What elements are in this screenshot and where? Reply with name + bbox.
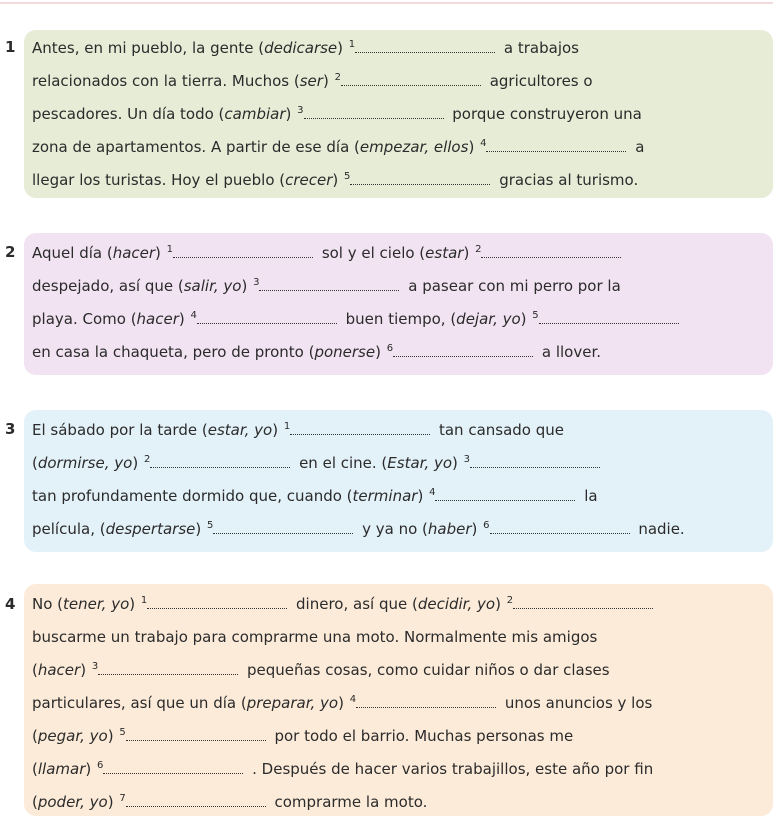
exercise-line [32,414,767,447]
text-segment: No ( [32,595,64,613]
answer-blank[interactable] [304,104,444,119]
exercise-line [32,588,767,621]
text-segment: película, ( [32,520,106,538]
text-segment: ) [129,595,140,613]
text-segment: unos anuncios y los [500,694,653,712]
exercise-line [32,270,767,303]
exercise-line [32,480,767,513]
exercise-line [32,786,767,819]
blank-number: 3 [297,105,304,116]
verb-hint: crecer [285,171,333,189]
text-segment: ) [463,244,475,262]
text-segment: ) [195,520,206,538]
blank-number: 6 [386,343,394,354]
blank-number: 5 [206,520,214,531]
verb-hint: despertarse [105,520,196,538]
text-segment: ( [32,454,38,472]
answer-blank[interactable] [486,137,626,152]
verb-hint: hacer [37,661,81,679]
answer-blank[interactable] [126,726,266,741]
text-segment: Aquel día ( [32,244,113,262]
blank-number: 1 [140,595,148,606]
text-segment: en casa la chaqueta, pero de pronto ( [32,343,315,361]
text-segment: ) [322,72,334,90]
text-segment: buen tiempo, ( [340,310,457,328]
answer-blank[interactable] [150,453,290,468]
answer-blank[interactable] [341,71,481,86]
verb-hint: hacer [112,244,156,262]
exercise-line [32,32,767,65]
exercise-number: 2 [5,243,16,261]
text-segment: Antes, en mi pueblo, la gente ( [32,39,265,57]
answer-blank[interactable] [350,170,490,185]
text-segment: ) [520,310,532,328]
exercise-line [32,164,767,197]
exercise-3 [5,410,773,552]
exercise-line [32,303,767,336]
blank-number: 4 [429,487,436,498]
text-segment: particulares, así que un día ( [32,694,247,712]
text-segment: ( [32,661,38,679]
text-segment: ) [178,310,190,328]
text-segment: ) [241,277,253,295]
answer-blank[interactable] [197,309,337,324]
answer-blank[interactable] [435,486,575,501]
exercise-line [32,621,767,654]
text-segment: pescadores. Un día todo ( [32,105,225,123]
answer-blank[interactable] [490,519,630,534]
blank-number: 2 [475,244,482,255]
exercise-line [32,131,767,164]
verb-hint: dejar, yo [456,310,521,328]
verb-hint: Estar, yo [387,454,453,472]
blank-number: 2 [143,454,151,465]
answer-blank[interactable] [290,420,430,435]
text-segment: por todo el barrio. Muchas personas me [269,727,574,745]
answer-blank[interactable] [539,309,679,324]
blank-number: 5 [344,171,351,182]
verb-hint: estar [425,244,464,262]
blank-number: 7 [119,793,126,804]
answer-blank[interactable] [513,594,653,609]
text-segment: ) [155,244,166,262]
exercise-text [32,30,767,197]
answer-blank[interactable] [147,594,287,609]
text-segment: El sábado por la tarde ( [32,421,208,439]
verb-hint: ponerse [314,343,376,361]
text-segment: ) [272,421,283,439]
blank-number: 3 [91,661,99,672]
verb-hint: decidir, yo [417,595,496,613]
blank-number: 5 [119,727,126,738]
text-segment: ) [495,595,506,613]
answer-blank[interactable] [103,759,243,774]
text-segment: ) [337,39,348,57]
text-segment: tan cansado que [434,421,565,439]
text-segment: pequeñas cosas, como cuidar niños o dar clases [242,661,610,679]
text-segment: ) [107,793,119,811]
verb-hint: llamar [37,760,86,778]
text-segment: despejado, así que ( [32,277,184,295]
blank-number: 1 [166,244,174,255]
verb-hint: tener, yo [63,595,130,613]
text-segment: en el cine. ( [294,454,388,472]
text-segment: ) [452,454,463,472]
verb-hint: cambiar [224,105,286,123]
answer-blank[interactable] [98,660,238,675]
text-segment: ) [471,520,483,538]
verb-hint: pegar, yo [37,727,108,745]
text-segment: ) [375,343,386,361]
text-segment: ( [32,760,38,778]
verb-hint: salir, yo [183,277,242,295]
text-segment: porque construyeron una [447,105,642,123]
blank-number: 3 [253,277,260,288]
text-segment: ) [417,487,429,505]
text-segment: ( [32,793,38,811]
text-segment: gracias al turismo. [494,171,639,189]
answer-blank[interactable] [213,519,353,534]
exercise-4 [5,584,773,816]
exercise-2 [5,233,773,375]
verb-hint: preparar, yo [246,694,339,712]
blank-number: 3 [463,454,471,465]
text-segment: a pasear con mi perro por la [403,277,621,295]
exercise-line [32,654,767,687]
text-segment: ) [468,138,480,156]
verb-hint: dormirse, yo [37,454,133,472]
text-segment: . Después de hacer varios trabajillos, este año por fin [247,760,654,778]
verb-hint: empezar, ellos [359,138,469,156]
exercise-line [32,98,767,131]
text-segment: y ya no ( [357,520,428,538]
exercise-1 [5,30,773,198]
blank-number: 6 [96,760,104,771]
text-segment: ) [80,661,91,679]
blank-number: 2 [334,72,341,83]
text-segment: a [630,138,645,156]
verb-hint: poder, yo [37,793,108,811]
answer-blank[interactable] [355,38,495,53]
text-segment: la [579,487,598,505]
text-segment: agricultores o [484,72,593,90]
text-segment: comprarme la moto. [269,793,428,811]
exercise-line [32,336,767,369]
blank-number: 4 [349,694,357,705]
exercise-number: 4 [5,595,16,613]
verb-hint: haber [427,520,472,538]
text-segment: zona de apartamentos. A partir de ese día ( [32,138,360,156]
blank-number: 2 [506,595,514,606]
exercise-text [32,410,767,546]
verb-hint: hacer [136,310,179,328]
text-segment: ) [85,760,96,778]
text-segment: ) [132,454,143,472]
answer-blank[interactable] [470,453,600,468]
text-segment: sol y el cielo ( [317,244,426,262]
verb-hint: ser [299,72,323,90]
text-segment: a llover. [537,343,601,361]
text-segment: dinero, así que ( [291,595,418,613]
exercise-text [32,584,767,819]
blank-number: 4 [190,310,197,321]
text-segment: ) [338,694,349,712]
blank-number: 6 [483,520,490,531]
answer-blank[interactable] [356,693,496,708]
answer-blank[interactable] [393,342,533,357]
verb-hint: estar, yo [207,421,273,439]
exercise-line [32,687,767,720]
blank-number: 4 [480,138,487,149]
text-segment: a trabajos [499,39,579,57]
exercise-line [32,753,767,786]
text-segment: ) [107,727,119,745]
exercise-line [32,513,767,546]
verb-hint: terminar [352,487,418,505]
text-segment: ( [32,727,38,745]
text-segment: playa. Como ( [32,310,137,328]
text-segment: relacionados con la tierra. Muchos ( [32,72,300,90]
exercise-text [32,233,767,369]
text-segment: llegar los turistas. Hoy el pueblo ( [32,171,286,189]
blank-number: 5 [532,310,539,321]
exercise-line [32,447,767,480]
text-segment: nadie. [633,520,685,538]
answer-blank[interactable] [173,243,313,258]
text-segment: buscarme un trabajo para comprarme una moto. Normalmente mis amigos [32,628,598,646]
top-divider [0,2,773,4]
exercise-line [32,720,767,753]
blank-number: 1 [348,39,356,50]
text-segment: ) [332,171,344,189]
exercise-line [32,65,767,98]
exercise-number: 1 [5,38,16,56]
text-segment: ) [285,105,297,123]
answer-blank[interactable] [259,276,399,291]
answer-blank[interactable] [481,243,621,258]
text-segment: tan profundamente dormido que, cuando ( [32,487,353,505]
blank-number: 1 [283,421,291,432]
exercise-line [32,237,767,270]
exercise-number: 3 [5,420,16,438]
answer-blank[interactable] [126,792,266,807]
verb-hint: dedicarse [264,39,338,57]
